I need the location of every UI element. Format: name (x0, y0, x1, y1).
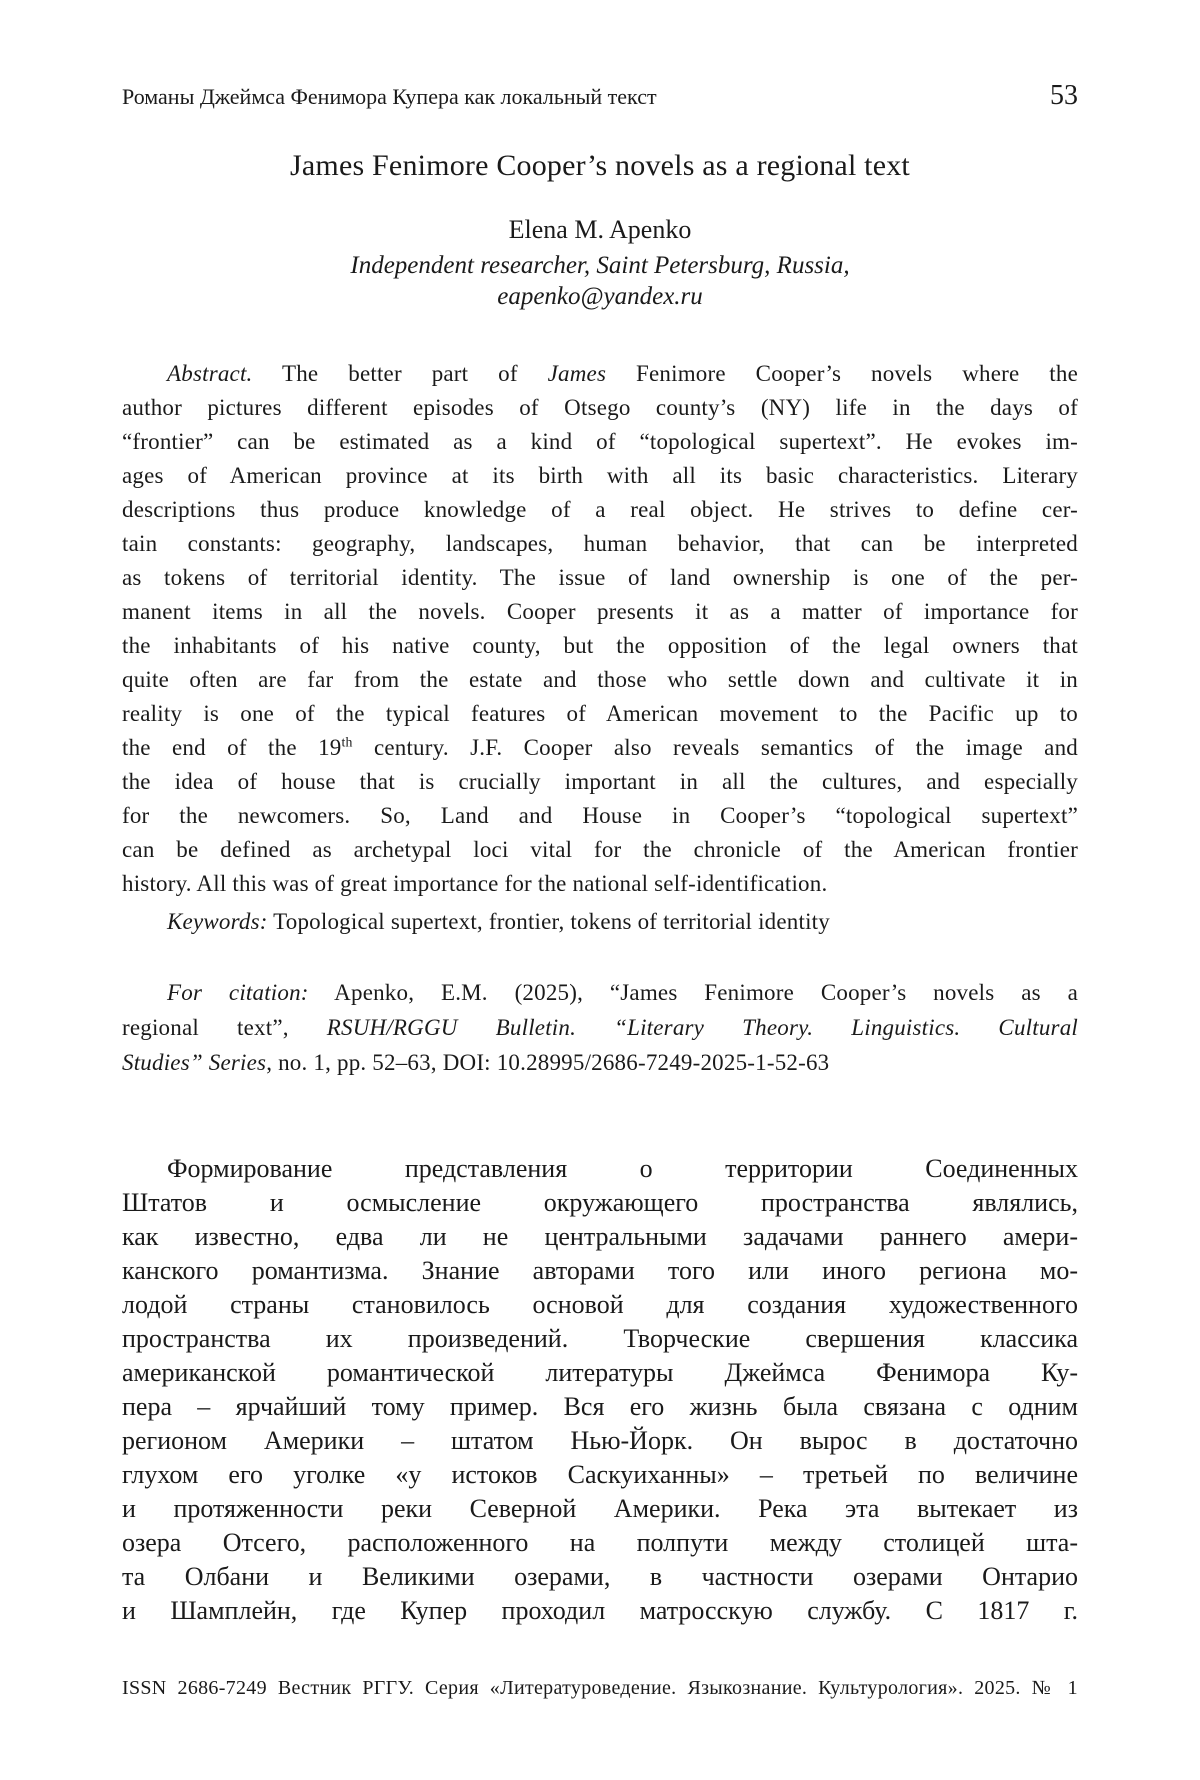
journal-footer: ISSN 2686-7249 Вестник РГГУ. Серия «Литературоведение. Языкознание. Культурология». 2025. № 1 (122, 1677, 1078, 1699)
citation-paragraph (122, 975, 1078, 1080)
text-line: пера – ярчайший тому пример. Вся его жизнь была связана с одним (122, 1392, 1078, 1421)
text-line: канского романтизма. Знание авторами того или иного региона мо- (122, 1256, 1078, 1285)
text-line: “frontier” can be estimated as a kind of “topological supertext”. He evokes im- (122, 429, 1078, 454)
text-line: descriptions thus produce knowledge of a real object. He strives to define cer- (122, 497, 1078, 522)
author-affiliation: Independent researcher, Saint Petersburg, Russia, (350, 252, 850, 279)
text-line: и Шамплейн, где Купер проходил матросскую службу. С 1817 г. (122, 1596, 1078, 1625)
text-line: quite often are far from the estate and those who settle down and cultivate it in (122, 667, 1078, 692)
text-line: американской романтической литературы Джеймса Фенимора Ку- (122, 1358, 1078, 1387)
running-head (122, 82, 1078, 110)
text-line: author pictures different episodes of Otsego county’s (NY) life in the days of (122, 395, 1078, 420)
text-line: the inhabitants of his native county, but the opposition of the legal owners that (122, 633, 1078, 658)
text-line: history. All this was of great importance for the national self-identification. (122, 871, 828, 896)
text-line: как известно, едва ли не центральными задачами раннего амери- (122, 1222, 1078, 1251)
running-title: Романы Джеймса Фенимора Купера как локальный текст (122, 84, 657, 109)
text-line: лодой страны становилось основой для создания художественного (122, 1290, 1078, 1319)
text-line: regional text”, RSUH/RGGU Bulletin. “Literary Theory. Linguistics. Cultural (122, 1015, 1078, 1040)
text-line: Studies” Series, no. 1, pp. 52–63, DOI: 10.28995/2686-7249-2025-1-52-63 (122, 1050, 830, 1075)
text-line: as tokens of territorial identity. The issue of land ownership is one of the per- (122, 565, 1078, 590)
text-line: Штатов и осмысление окружающего пространства являлись, (122, 1188, 1078, 1217)
page-number: 53 (1050, 80, 1078, 111)
text-line: глухом его уголке «у истоков Саскуиханны» – третьей по величине (122, 1460, 1078, 1489)
text-line: пространства их произведений. Творческие свершения классика (122, 1324, 1078, 1353)
text-line: та Олбани и Великими озерами, в частности озерами Онтарио (122, 1562, 1078, 1591)
body-paragraph-ru (122, 1152, 1078, 1628)
text-line: Keywords: Topological supertext, frontier, tokens of territorial identity (167, 909, 830, 934)
text-line: can be defined as archetypal loci vital for the chronicle of the American frontier (122, 837, 1078, 862)
text-line: manent items in all the novels. Cooper presents it as a matter of importance for (122, 599, 1078, 624)
article-title: James Fenimore Cooper’s novels as a regional text (290, 149, 910, 182)
keywords-line (122, 905, 1078, 939)
text-line: For citation: Apenko, E.M. (2025), “James Fenimore Cooper’s novels as a (167, 980, 1078, 1005)
text-line: the end of the 19th century. J.F. Cooper also reveals semantics of the image and (122, 734, 1078, 760)
author-email: eapenko@yandex.ru (497, 283, 703, 310)
text-line: и протяженности реки Северной Америки. Река эта вытекает из (122, 1494, 1078, 1523)
text-line: reality is one of the typical features of American movement to the Pacific up to (122, 701, 1078, 726)
text-line: for the newcomers. So, Land and House in Cooper’s “topological supertext” (122, 803, 1078, 828)
abstract-paragraph (122, 357, 1078, 901)
text-line: Формирование представления о территории Соединенных (167, 1154, 1078, 1183)
text-line: ages of American province at its birth with all its basic characteristics. Literary (122, 463, 1078, 488)
author-name: Elena M. Apenko (508, 215, 692, 244)
text-line: озера Отсего, расположенного на полпути между столицей шта- (122, 1528, 1078, 1557)
text-line: регионом Америки – штатом Нью-Йорк. Он вырос в достаточно (122, 1426, 1078, 1455)
text-line: Abstract. The better part of James Fenimore Cooper’s novels where the (167, 361, 1078, 386)
text-line: the idea of house that is crucially important in all the cultures, and especially (122, 769, 1078, 794)
text-line: tain constants: geography, landscapes, human behavior, that can be interpreted (122, 531, 1078, 556)
